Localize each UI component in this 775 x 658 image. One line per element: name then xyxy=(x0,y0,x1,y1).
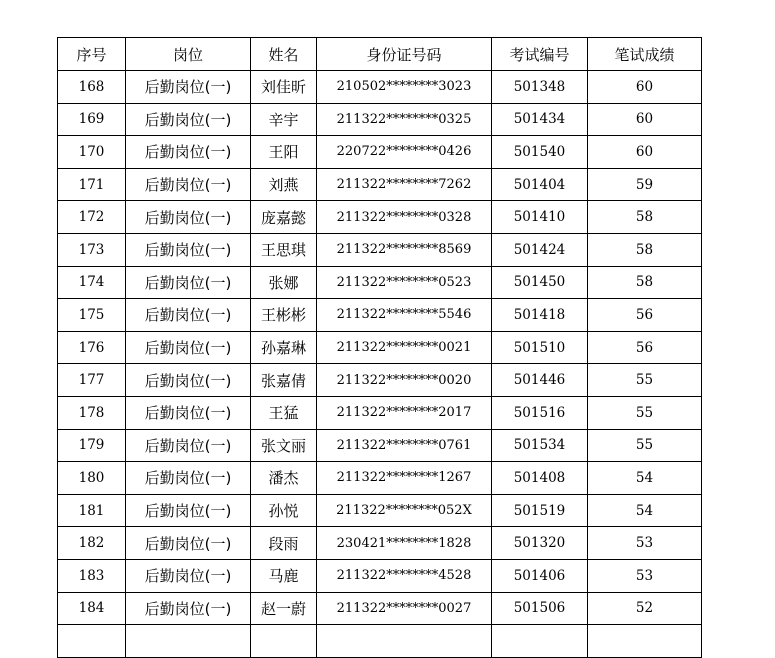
written-score-cell: 54 xyxy=(588,462,702,495)
serial-number-cell: 176 xyxy=(58,331,126,364)
serial-number-cell: 171 xyxy=(58,168,126,201)
written-score-cell: 52 xyxy=(588,592,702,625)
exam-number-cell: 501320 xyxy=(492,527,588,560)
position-cell: 后勤岗位(一) xyxy=(126,527,251,560)
exam-number-cell: 501404 xyxy=(492,168,588,201)
written-score-cell: 60 xyxy=(588,136,702,169)
empty-cell xyxy=(126,625,251,658)
position-cell: 后勤岗位(一) xyxy=(126,233,251,266)
table-body xyxy=(58,71,702,658)
position-cell: 后勤岗位(一) xyxy=(126,592,251,625)
name-cell: 潘杰 xyxy=(251,462,317,495)
name-cell: 刘燕 xyxy=(251,168,317,201)
name-cell: 孙嘉琳 xyxy=(251,331,317,364)
name-cell: 王猛 xyxy=(251,396,317,429)
id-number-cell: 211322********8569 xyxy=(317,233,492,266)
table-row xyxy=(58,299,702,332)
id-number-cell: 220722********0426 xyxy=(317,136,492,169)
id-number-cell: 211322********0020 xyxy=(317,364,492,397)
written-score-cell: 55 xyxy=(588,429,702,462)
id-number-cell: 211322********4528 xyxy=(317,559,492,592)
name-cell: 赵一蔚 xyxy=(251,592,317,625)
written-score-cell: 59 xyxy=(588,168,702,201)
serial-number-cell: 170 xyxy=(58,136,126,169)
position-cell: 后勤岗位(一) xyxy=(126,429,251,462)
exam-number-cell: 501418 xyxy=(492,299,588,332)
exam-number-cell: 501446 xyxy=(492,364,588,397)
name-cell: 张嘉倩 xyxy=(251,364,317,397)
exam-number-cell: 501406 xyxy=(492,559,588,592)
position-cell: 后勤岗位(一) xyxy=(126,136,251,169)
serial-number-cell: 184 xyxy=(58,592,126,625)
position-cell: 后勤岗位(一) xyxy=(126,266,251,299)
name-cell: 刘佳昕 xyxy=(251,71,317,104)
written-score-cell: 60 xyxy=(588,103,702,136)
id-number-cell: 211322********0761 xyxy=(317,429,492,462)
serial-number-cell: 169 xyxy=(58,103,126,136)
table-row xyxy=(58,396,702,429)
exam-number-cell: 501450 xyxy=(492,266,588,299)
name-cell: 马鹿 xyxy=(251,559,317,592)
table-row xyxy=(58,527,702,560)
name-cell: 段雨 xyxy=(251,527,317,560)
written-score-cell: 58 xyxy=(588,201,702,234)
serial-number-cell: 173 xyxy=(58,233,126,266)
id-number-cell: 211322********0021 xyxy=(317,331,492,364)
table-row xyxy=(58,136,702,169)
table-row xyxy=(58,559,702,592)
header-id-number: 身份证号码 xyxy=(317,38,492,71)
exam-number-cell: 501516 xyxy=(492,396,588,429)
id-number-cell: 211322********052X xyxy=(317,494,492,527)
written-score-cell: 55 xyxy=(588,396,702,429)
empty-cell xyxy=(588,625,702,658)
table-row xyxy=(58,331,702,364)
empty-cell xyxy=(492,625,588,658)
serial-number-cell: 183 xyxy=(58,559,126,592)
exam-number-cell: 501348 xyxy=(492,71,588,104)
position-cell: 后勤岗位(一) xyxy=(126,168,251,201)
empty-cell xyxy=(251,625,317,658)
table-row xyxy=(58,429,702,462)
name-cell: 王彬彬 xyxy=(251,299,317,332)
empty-cell xyxy=(317,625,492,658)
id-number-cell: 211322********1267 xyxy=(317,462,492,495)
written-score-cell: 56 xyxy=(588,299,702,332)
serial-number-cell: 182 xyxy=(58,527,126,560)
id-number-cell: 211322********0325 xyxy=(317,103,492,136)
name-cell: 张文丽 xyxy=(251,429,317,462)
exam-number-cell: 501410 xyxy=(492,201,588,234)
position-cell: 后勤岗位(一) xyxy=(126,201,251,234)
written-score-cell: 60 xyxy=(588,71,702,104)
table-row xyxy=(58,494,702,527)
written-score-cell: 56 xyxy=(588,331,702,364)
exam-number-cell: 501408 xyxy=(492,462,588,495)
name-cell: 张娜 xyxy=(251,266,317,299)
position-cell: 后勤岗位(一) xyxy=(126,396,251,429)
exam-number-cell: 501534 xyxy=(492,429,588,462)
position-cell: 后勤岗位(一) xyxy=(126,494,251,527)
serial-number-cell: 181 xyxy=(58,494,126,527)
serial-number-cell: 178 xyxy=(58,396,126,429)
name-cell: 王阳 xyxy=(251,136,317,169)
table-row xyxy=(58,364,702,397)
id-number-cell: 211322********2017 xyxy=(317,396,492,429)
header-serial-number: 序号 xyxy=(58,38,126,71)
exam-number-cell: 501424 xyxy=(492,233,588,266)
written-score-cell: 58 xyxy=(588,266,702,299)
table-row xyxy=(58,592,702,625)
table-row xyxy=(58,266,702,299)
header-written-score: 笔试成绩 xyxy=(588,38,702,71)
table-row xyxy=(58,71,702,104)
position-cell: 后勤岗位(一) xyxy=(126,462,251,495)
position-cell: 后勤岗位(一) xyxy=(126,71,251,104)
id-number-cell: 211322********0328 xyxy=(317,201,492,234)
name-cell: 王思琪 xyxy=(251,233,317,266)
header-row xyxy=(58,38,702,71)
written-score-cell: 58 xyxy=(588,233,702,266)
table-row xyxy=(58,103,702,136)
serial-number-cell: 175 xyxy=(58,299,126,332)
table-row xyxy=(58,233,702,266)
id-number-cell: 211322********5546 xyxy=(317,299,492,332)
header-exam-number: 考试编号 xyxy=(492,38,588,71)
id-number-cell: 230421********1828 xyxy=(317,527,492,560)
written-score-cell: 55 xyxy=(588,364,702,397)
table-row xyxy=(58,462,702,495)
position-cell: 后勤岗位(一) xyxy=(126,559,251,592)
id-number-cell: 210502********3023 xyxy=(317,71,492,104)
exam-number-cell: 501434 xyxy=(492,103,588,136)
exam-number-cell: 501540 xyxy=(492,136,588,169)
exam-number-cell: 501506 xyxy=(492,592,588,625)
exam-number-cell: 501510 xyxy=(492,331,588,364)
empty-cell xyxy=(58,625,126,658)
written-score-cell: 54 xyxy=(588,494,702,527)
serial-number-cell: 179 xyxy=(58,429,126,462)
name-cell: 辛宇 xyxy=(251,103,317,136)
written-score-cell: 53 xyxy=(588,527,702,560)
position-cell: 后勤岗位(一) xyxy=(126,103,251,136)
header-name: 姓名 xyxy=(251,38,317,71)
serial-number-cell: 172 xyxy=(58,201,126,234)
serial-number-cell: 168 xyxy=(58,71,126,104)
id-number-cell: 211322********0027 xyxy=(317,592,492,625)
name-cell: 孙悦 xyxy=(251,494,317,527)
table-row xyxy=(58,168,702,201)
serial-number-cell: 174 xyxy=(58,266,126,299)
id-number-cell: 211322********7262 xyxy=(317,168,492,201)
table-row xyxy=(58,201,702,234)
written-score-cell: 53 xyxy=(588,559,702,592)
name-cell: 庞嘉懿 xyxy=(251,201,317,234)
score-table xyxy=(57,37,702,658)
position-cell: 后勤岗位(一) xyxy=(126,331,251,364)
exam-number-cell: 501519 xyxy=(492,494,588,527)
serial-number-cell: 177 xyxy=(58,364,126,397)
id-number-cell: 211322********0523 xyxy=(317,266,492,299)
table-row-partial xyxy=(58,625,702,658)
header-position: 岗位 xyxy=(126,38,251,71)
position-cell: 后勤岗位(一) xyxy=(126,364,251,397)
serial-number-cell: 180 xyxy=(58,462,126,495)
position-cell: 后勤岗位(一) xyxy=(126,299,251,332)
